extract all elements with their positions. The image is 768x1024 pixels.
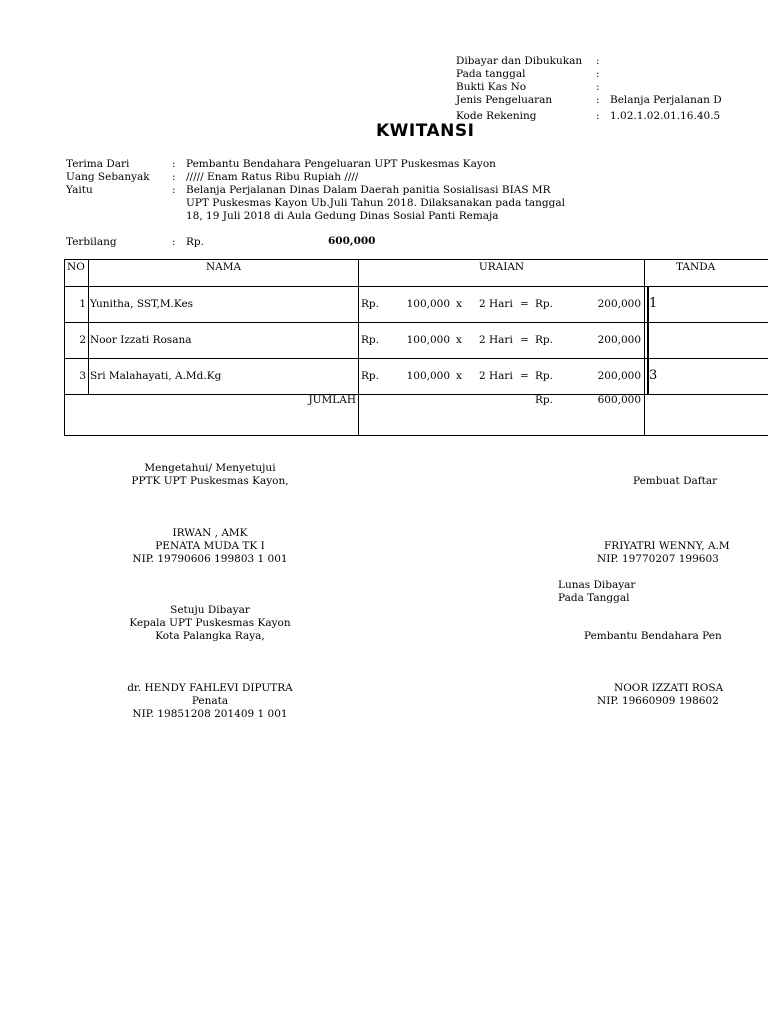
row-no: 3 [79, 370, 86, 382]
table-border [64, 394, 768, 395]
header-sep: : [596, 81, 600, 93]
table-border [358, 259, 359, 436]
table-border [644, 259, 645, 436]
table-border [64, 286, 768, 287]
row-rp1: Rp. [361, 370, 379, 382]
header-value-jenis: Belanja Perjalanan D [610, 94, 722, 106]
header-tanda: TANDA [676, 261, 716, 273]
row-eq: = [520, 334, 529, 346]
row-no: 2 [79, 334, 86, 346]
kepala-nip: NIP. 19851208 201409 1 001 [132, 708, 288, 720]
row-rp2: Rp. [535, 370, 553, 382]
pembuat-name: FRIYATRI WENNY, A.M [604, 540, 730, 552]
header-value-kode: 1.02.1.02.01.16.40.5 [610, 110, 721, 122]
receipt-sep: : [172, 184, 176, 196]
row-rate: 100,000 [406, 370, 450, 382]
header-nama: NAMA [205, 261, 242, 273]
header-label-jenis: Jenis Pengeluaran [456, 94, 553, 106]
table-border [64, 259, 65, 436]
row-total: 200,000 [597, 370, 641, 382]
table-border [64, 259, 768, 260]
row-rate: 100,000 [406, 298, 450, 310]
receipt-sep: : [172, 158, 176, 170]
header-label-kode: Kode Rekening [456, 110, 537, 122]
jumlah-total: 600,000 [597, 394, 641, 406]
row-rp1: Rp. [361, 298, 379, 310]
uang-label: Uang Sebanyak [66, 171, 150, 183]
pptk-nip: NIP. 19790606 199803 1 001 [132, 553, 288, 565]
header-label-dibayar: Dibayar dan Dibukukan [456, 55, 583, 67]
row-eq: = [520, 298, 529, 310]
row-total: 200,000 [597, 334, 641, 346]
row-x: x [456, 298, 462, 310]
header-uraian: URAIAN [478, 261, 525, 273]
pptk-name: IRWAN , AMK [172, 527, 248, 539]
row-sign: 3 [649, 368, 658, 383]
table-border [64, 358, 768, 359]
yaitu-line-3: 18, 19 Juli 2018 di Aula Gedung Dinas Sosial Panti Remaja [186, 210, 499, 222]
kota-label: Kota Palangka Raya, [155, 630, 265, 642]
row-total: 200,000 [597, 298, 641, 310]
yaitu-line-2: UPT Puskesmas Kayon Ub.Juli Tahun 2018. Dilaksanakan pada tanggal [186, 197, 565, 209]
pada-tanggal-label: Pada Tanggal [558, 592, 630, 604]
pembuat-nip: NIP. 19770207 199603 [597, 553, 719, 565]
bendahara-name: NOOR IZZATI ROSA [614, 682, 724, 694]
terima-label: Terima Dari [66, 158, 130, 170]
row-rp2: Rp. [535, 298, 553, 310]
row-rp1: Rp. [361, 334, 379, 346]
row-x: x [456, 370, 462, 382]
mengetahui-label: Mengetahui/ Menyetujui [144, 462, 276, 474]
pptk-rank: PENATA MUDA TK I [155, 540, 265, 552]
header-sep: : [596, 110, 600, 122]
header-label-bukti: Bukti Kas No [456, 81, 527, 93]
kepala-name: dr. HENDY FAHLEVI DIPUTRA [127, 682, 293, 694]
pptk-label: PPTK UPT Puskesmas Kayon, [131, 475, 289, 487]
row-eq: = [520, 370, 529, 382]
pembuat-label: Pembuat Daftar [633, 475, 718, 487]
lunas-label: Lunas Dibayar [558, 579, 636, 591]
terbilang-label: Terbilang [66, 236, 117, 248]
row-rp2: Rp. [535, 334, 553, 346]
terbilang-currency: Rp. [186, 236, 204, 248]
header-sep: : [596, 94, 600, 106]
header-label-tanggal: Pada tanggal [456, 68, 526, 80]
header-sep: : [596, 68, 600, 80]
table-border [64, 435, 768, 436]
receipt-sep: : [172, 171, 176, 183]
row-x: x [456, 334, 462, 346]
receipt-sep: : [172, 236, 176, 248]
row-nama: Sri Malahayati, A.Md.Kg [90, 370, 222, 382]
page-title: KWITANSI [376, 121, 475, 141]
row-sign: 1 [649, 296, 658, 311]
setuju-label: Setuju Dibayar [170, 604, 250, 616]
bendahara-nip: NIP. 19660909 198602 [597, 695, 719, 707]
bendahara-label: Pembantu Bendahara Pen [584, 630, 722, 642]
kepala-rank: Penata [191, 695, 229, 707]
row-no: 1 [79, 298, 86, 310]
row-days: 2 Hari [479, 370, 513, 382]
table-border [64, 322, 768, 323]
header-sep: : [596, 55, 600, 67]
row-nama: Yunitha, SST,M.Kes [90, 298, 194, 310]
header-no: NO [67, 261, 85, 273]
row-nama: Noor Izzati Rosana [90, 334, 192, 346]
kepala-label: Kepala UPT Puskesmas Kayon [129, 617, 291, 629]
row-days: 2 Hari [479, 298, 513, 310]
table-border [88, 259, 89, 395]
yaitu-line-1: Belanja Perjalanan Dinas Dalam Daerah panitia Sosialisasi BIAS MR [186, 184, 551, 196]
terima-value: Pembantu Bendahara Pengeluaran UPT Puskesmas Kayon [186, 158, 496, 170]
row-days: 2 Hari [479, 334, 513, 346]
yaitu-label: Yaitu [66, 184, 93, 196]
jumlah-label: JUMLAH [308, 394, 356, 406]
terbilang-amount: 600,000 [328, 235, 376, 247]
uang-value: ///// Enam Ratus Ribu Rupiah //// [186, 171, 359, 183]
jumlah-currency: Rp. [535, 394, 553, 406]
row-rate: 100,000 [406, 334, 450, 346]
